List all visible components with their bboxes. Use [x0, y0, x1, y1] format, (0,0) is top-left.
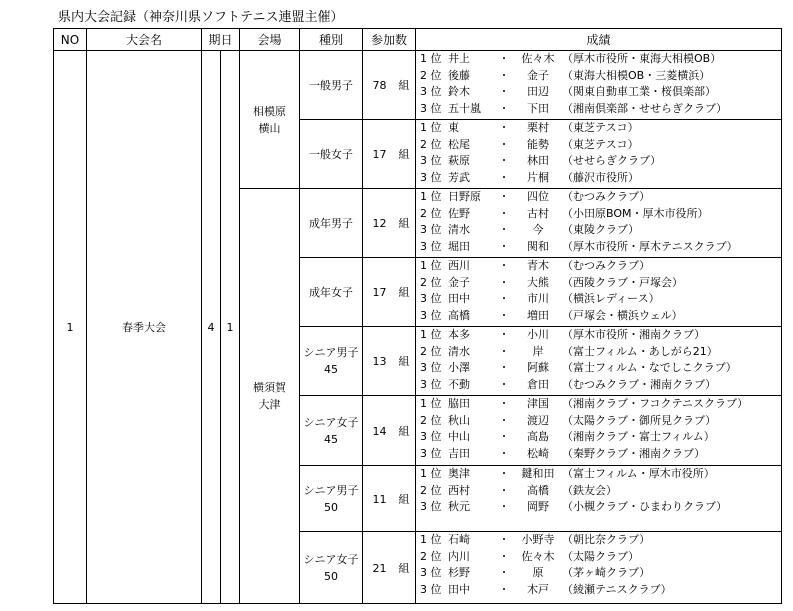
entries-count: 14 [372, 424, 387, 438]
results-cell [416, 396, 782, 466]
venue-line: 大津 [258, 398, 281, 411]
category-age: 50 [324, 569, 339, 583]
category-label: 成年女子 [309, 285, 354, 299]
result-club: （むつみクラブ） [562, 259, 651, 272]
entries-count: 13 [372, 355, 387, 368]
result-club: （鉄友会） [562, 483, 618, 497]
result-line [420, 549, 781, 566]
header-category: 種別 [300, 29, 363, 51]
result-rank: 1 位 [420, 52, 442, 65]
entries-count: 11 [372, 492, 387, 506]
result-rank: 3 位 [420, 377, 442, 391]
result-rank: 2 位 [420, 549, 442, 563]
result-player2: 松崎 [527, 446, 550, 460]
result-separator: ・ [498, 549, 510, 563]
result-club: （東芝テスコ） [562, 121, 639, 134]
entries-cell [363, 466, 416, 532]
result-line [420, 222, 781, 239]
result-player2: 片桐 [527, 170, 550, 184]
result-rank: 3 位 [420, 582, 442, 596]
result-player1: 芳武 [448, 170, 471, 184]
entries-cell [363, 327, 416, 396]
entries-count: 12 [372, 217, 387, 230]
category-label: 一般男子 [309, 78, 354, 92]
date-day: 1 [221, 51, 240, 604]
result-separator: ・ [498, 85, 510, 98]
result-line [420, 532, 781, 549]
result-separator: ・ [498, 344, 510, 358]
entries-count: 17 [372, 286, 387, 299]
entries-unit: 組 [398, 355, 410, 368]
result-separator: ・ [498, 500, 510, 513]
result-club: （富士フィルム・あしがら21） [562, 344, 718, 358]
result-separator: ・ [498, 206, 510, 220]
result-rank: 1 位 [420, 259, 442, 272]
result-separator: ・ [498, 259, 510, 272]
category-age: 45 [324, 363, 339, 376]
result-line [420, 499, 781, 516]
tournament-name: 春季大会 [87, 51, 202, 604]
result-separator: ・ [498, 430, 510, 443]
result-line [420, 153, 781, 170]
result-player2: 栗村 [527, 121, 550, 134]
results-cell [416, 258, 782, 327]
category-cell [300, 396, 363, 466]
result-separator: ・ [498, 566, 510, 579]
result-player2: 渡辺 [527, 413, 550, 427]
result-player1: 松尾 [448, 137, 471, 151]
result-player2: 津国 [527, 397, 550, 410]
category-label: シニア女子 [303, 552, 359, 566]
result-player1: 堀田 [448, 239, 471, 253]
result-player2: 四位 [527, 190, 550, 203]
category-label: シニア男子 [303, 483, 359, 497]
result-rank: 2 位 [420, 275, 442, 289]
entries-cell [363, 51, 416, 120]
result-line [420, 189, 781, 206]
result-club: （朝比奈クラブ） [562, 533, 651, 546]
result-rank: 1 位 [420, 328, 442, 341]
category-cell [300, 189, 363, 258]
entries-unit: 組 [398, 79, 410, 92]
result-player2: 高島 [527, 430, 550, 443]
category-cell [300, 327, 363, 396]
category-cell [300, 258, 363, 327]
result-club: （厚木市役所・厚木テニスクラブ） [562, 239, 738, 253]
result-line [420, 206, 781, 223]
result-player1: 東 [448, 121, 460, 134]
result-separator: ・ [498, 446, 510, 460]
result-player2: 増田 [527, 308, 550, 322]
result-player1: 清水 [448, 344, 471, 358]
result-separator: ・ [498, 137, 510, 151]
category-label: シニア女子 [303, 415, 359, 429]
result-line [420, 446, 781, 463]
result-club: （太陽クラブ・御所見クラブ） [562, 413, 717, 427]
result-player1: 田中 [448, 292, 471, 305]
result-separator: ・ [498, 52, 510, 65]
category-age: 50 [324, 500, 339, 514]
result-separator: ・ [498, 308, 510, 322]
entries-cell [363, 189, 416, 258]
result-rank: 3 位 [420, 170, 442, 184]
result-separator: ・ [498, 275, 510, 289]
entries-cell [363, 258, 416, 327]
category-cell [300, 120, 363, 189]
result-line [420, 258, 781, 275]
result-separator: ・ [498, 467, 510, 480]
result-player2: 市川 [527, 292, 550, 305]
page-title: 県内大会記録（神奈川県ソフトテニス連盟主催） [58, 10, 344, 25]
entries-count: 78 [372, 79, 387, 92]
result-player2: 古村 [527, 206, 550, 220]
results-cell [416, 51, 782, 120]
result-line [420, 239, 781, 256]
result-line [420, 327, 781, 344]
row-no: 1 [54, 51, 87, 604]
result-player1: 本多 [448, 328, 471, 341]
result-player1: 西川 [448, 259, 471, 272]
result-player1: 西村 [448, 483, 471, 497]
result-rank: 1 位 [420, 190, 442, 203]
result-rank: 3 位 [420, 308, 442, 322]
header-entries: 参加数 [363, 29, 416, 51]
result-club: （秦野クラブ・湘南クラブ） [562, 446, 706, 460]
result-player1: 萩原 [448, 154, 471, 167]
result-rank: 3 位 [420, 361, 442, 374]
result-player2: 鍵和田 [521, 467, 555, 480]
result-club: （むつみクラブ） [562, 190, 651, 203]
result-player2: 能勢 [527, 137, 550, 151]
category-cell [300, 532, 363, 604]
result-club: （小田原BOM・厚木市役所） [562, 206, 709, 220]
result-player1: 後藤 [448, 68, 471, 82]
result-rank: 3 位 [420, 566, 442, 579]
result-club: （湘南倶楽部・せせらぎクラブ） [562, 101, 728, 115]
result-club: （東芝テスコ） [562, 137, 639, 151]
venue-cell [240, 189, 300, 604]
result-club: （厚木市役所・東海大相模OB） [562, 52, 722, 65]
header-period: 期日 [202, 29, 240, 51]
table-body [54, 51, 782, 604]
results-cell [416, 120, 782, 189]
result-player2: 大熊 [527, 275, 550, 289]
venue-line: 相模原 [253, 104, 287, 118]
result-player2: 佐々木 [521, 549, 555, 563]
results-cell [416, 532, 782, 604]
result-line [420, 170, 781, 187]
result-separator: ・ [498, 154, 510, 167]
result-player1: 内川 [448, 549, 471, 563]
result-player2: 青木 [527, 259, 550, 272]
result-line [420, 565, 781, 582]
result-club: （湘南クラブ・フコクテニスクラブ） [562, 397, 749, 410]
result-separator: ・ [498, 223, 510, 236]
result-club: （関東自動車工業・桜倶楽部） [562, 85, 717, 98]
header-results: 成績 [416, 29, 782, 51]
entries-cell [363, 396, 416, 466]
result-club: （厚木市役所・湘南クラブ） [562, 328, 706, 341]
result-line [420, 377, 781, 394]
result-player1: 脇田 [448, 397, 471, 410]
category-label: シニア男子 [303, 346, 359, 359]
result-player1: 杉野 [448, 566, 471, 579]
entries-cell [363, 532, 416, 604]
result-separator: ・ [498, 239, 510, 253]
result-player1: 日野原 [448, 190, 482, 203]
result-line [420, 344, 781, 361]
entries-unit: 組 [398, 148, 410, 161]
result-player2: 小川 [527, 328, 550, 341]
result-player1: 金子 [448, 275, 471, 289]
result-player1: 吉田 [448, 446, 471, 460]
result-club: （むつみクラブ・湘南クラブ） [562, 377, 717, 391]
result-separator: ・ [498, 582, 510, 596]
result-separator: ・ [498, 361, 510, 374]
category-label: 成年男子 [309, 216, 354, 230]
result-separator: ・ [498, 413, 510, 427]
results-table [53, 28, 782, 604]
result-player1: 井上 [448, 52, 471, 65]
table-row [54, 51, 782, 120]
result-line [420, 120, 781, 137]
result-player1: 不動 [448, 377, 471, 391]
result-line [420, 360, 781, 377]
result-line [420, 275, 781, 292]
result-club: （富士フィルム・なでしこクラブ） [562, 361, 737, 374]
result-separator: ・ [498, 292, 510, 305]
result-rank: 2 位 [420, 68, 442, 82]
result-separator: ・ [498, 68, 510, 82]
result-line [420, 51, 781, 68]
result-line [420, 483, 781, 500]
result-player2: 岸 [532, 344, 544, 358]
result-separator: ・ [498, 377, 510, 391]
result-line [420, 137, 781, 154]
entries-unit: 組 [398, 424, 410, 438]
results-cell [416, 327, 782, 396]
result-player1: 中山 [448, 430, 471, 443]
results-cell [416, 189, 782, 258]
result-rank: 3 位 [420, 101, 442, 115]
results-cell [416, 466, 782, 532]
result-club: （茅ヶ崎クラブ） [562, 566, 651, 579]
result-club: （せせらぎクラブ） [562, 154, 662, 167]
result-line [420, 68, 781, 85]
result-player2: 林田 [527, 154, 550, 167]
result-separator: ・ [498, 101, 510, 115]
result-separator: ・ [498, 483, 510, 497]
result-player2: 下田 [527, 101, 550, 115]
result-player2: 小野寺 [521, 533, 555, 546]
result-player2: 金子 [527, 68, 550, 82]
result-rank: 3 位 [420, 292, 442, 305]
result-line [420, 101, 781, 118]
result-rank: 3 位 [420, 430, 442, 443]
result-rank: 1 位 [420, 467, 442, 480]
result-rank: 2 位 [420, 206, 442, 220]
result-rank: 3 位 [420, 239, 442, 253]
result-player2: 田辺 [527, 85, 550, 98]
result-player1: 田中 [448, 582, 471, 596]
result-player2: 阿蘇 [527, 361, 550, 374]
result-rank: 3 位 [420, 85, 442, 98]
result-player2: 関和 [527, 239, 550, 253]
category-age: 45 [324, 432, 339, 446]
venue-cell [240, 51, 300, 189]
result-rank: 2 位 [420, 483, 442, 497]
result-player1: 鈴木 [448, 85, 471, 98]
result-player2: 原 [532, 566, 544, 579]
result-club: （湘南クラブ・富士フィルム） [562, 430, 715, 443]
result-player1: 秋山 [448, 413, 471, 427]
result-club: （小槻クラブ・ひまわりクラブ） [562, 500, 728, 513]
result-club: （藤沢市役所） [562, 170, 640, 184]
entries-unit: 組 [398, 561, 410, 575]
result-separator: ・ [498, 190, 510, 203]
result-player1: 清水 [448, 223, 471, 236]
result-rank: 3 位 [420, 223, 442, 236]
result-line [420, 84, 781, 101]
result-player2: 木戸 [527, 582, 550, 596]
venue-line: 横須賀 [253, 381, 287, 394]
result-player2: 高橋 [527, 483, 550, 497]
result-club: （綾瀬テニスクラブ） [562, 582, 672, 596]
result-player1: 佐野 [448, 206, 471, 220]
result-club: （西陵クラブ・戸塚会） [562, 275, 684, 289]
result-separator: ・ [498, 533, 510, 546]
result-line [420, 466, 781, 483]
result-line [420, 291, 781, 308]
result-club: （東海大相模OB・三菱横浜） [562, 68, 711, 82]
result-separator: ・ [498, 397, 510, 410]
result-line [420, 413, 781, 430]
result-club: （富士フィルム・厚木市役所） [562, 467, 715, 480]
result-club: （横浜レディース） [562, 292, 660, 305]
result-separator: ・ [498, 328, 510, 341]
entries-cell [363, 120, 416, 189]
entries-unit: 組 [398, 492, 410, 506]
result-player2: 岡野 [527, 500, 550, 513]
result-separator: ・ [498, 170, 510, 184]
entries-count: 21 [372, 561, 387, 575]
result-club: （東陵クラブ） [562, 223, 640, 236]
result-player2: 今 [532, 223, 544, 236]
header-row [54, 29, 782, 51]
category-label: 一般女子 [309, 147, 354, 161]
result-rank: 3 位 [420, 446, 442, 460]
result-rank: 1 位 [420, 121, 442, 134]
result-line [420, 308, 781, 325]
result-rank: 3 位 [420, 154, 442, 167]
entries-unit: 組 [398, 217, 410, 230]
header-tournament: 大会名 [87, 29, 202, 51]
entries-count: 17 [372, 148, 387, 161]
date-month: 4 [202, 51, 221, 604]
entries-unit: 組 [398, 286, 410, 299]
result-rank: 1 位 [420, 397, 442, 410]
result-separator: ・ [498, 121, 510, 134]
result-rank: 2 位 [420, 344, 442, 358]
result-rank: 3 位 [420, 500, 442, 513]
category-cell [300, 466, 363, 532]
result-rank: 2 位 [420, 137, 442, 151]
category-cell [300, 51, 363, 120]
result-line [420, 429, 781, 446]
result-player1: 秋元 [448, 500, 471, 513]
result-club: （太陽クラブ） [562, 549, 640, 563]
result-player1: 石崎 [448, 533, 471, 546]
result-player2: 佐々木 [521, 52, 555, 65]
result-player2: 倉田 [527, 377, 550, 391]
result-club: （戸塚会・横浜ウェル） [562, 308, 683, 322]
venue-line: 横山 [258, 121, 281, 135]
result-rank: 2 位 [420, 413, 442, 427]
result-rank: 1 位 [420, 533, 442, 546]
result-player1: 奥津 [448, 467, 471, 480]
result-line [420, 396, 781, 413]
result-line [420, 582, 781, 599]
header-no: NO [54, 29, 87, 51]
result-player1: 五十嵐 [448, 101, 482, 115]
result-player1: 小澤 [448, 361, 471, 374]
result-player1: 高橋 [448, 308, 471, 322]
header-venue: 会場 [240, 29, 300, 51]
